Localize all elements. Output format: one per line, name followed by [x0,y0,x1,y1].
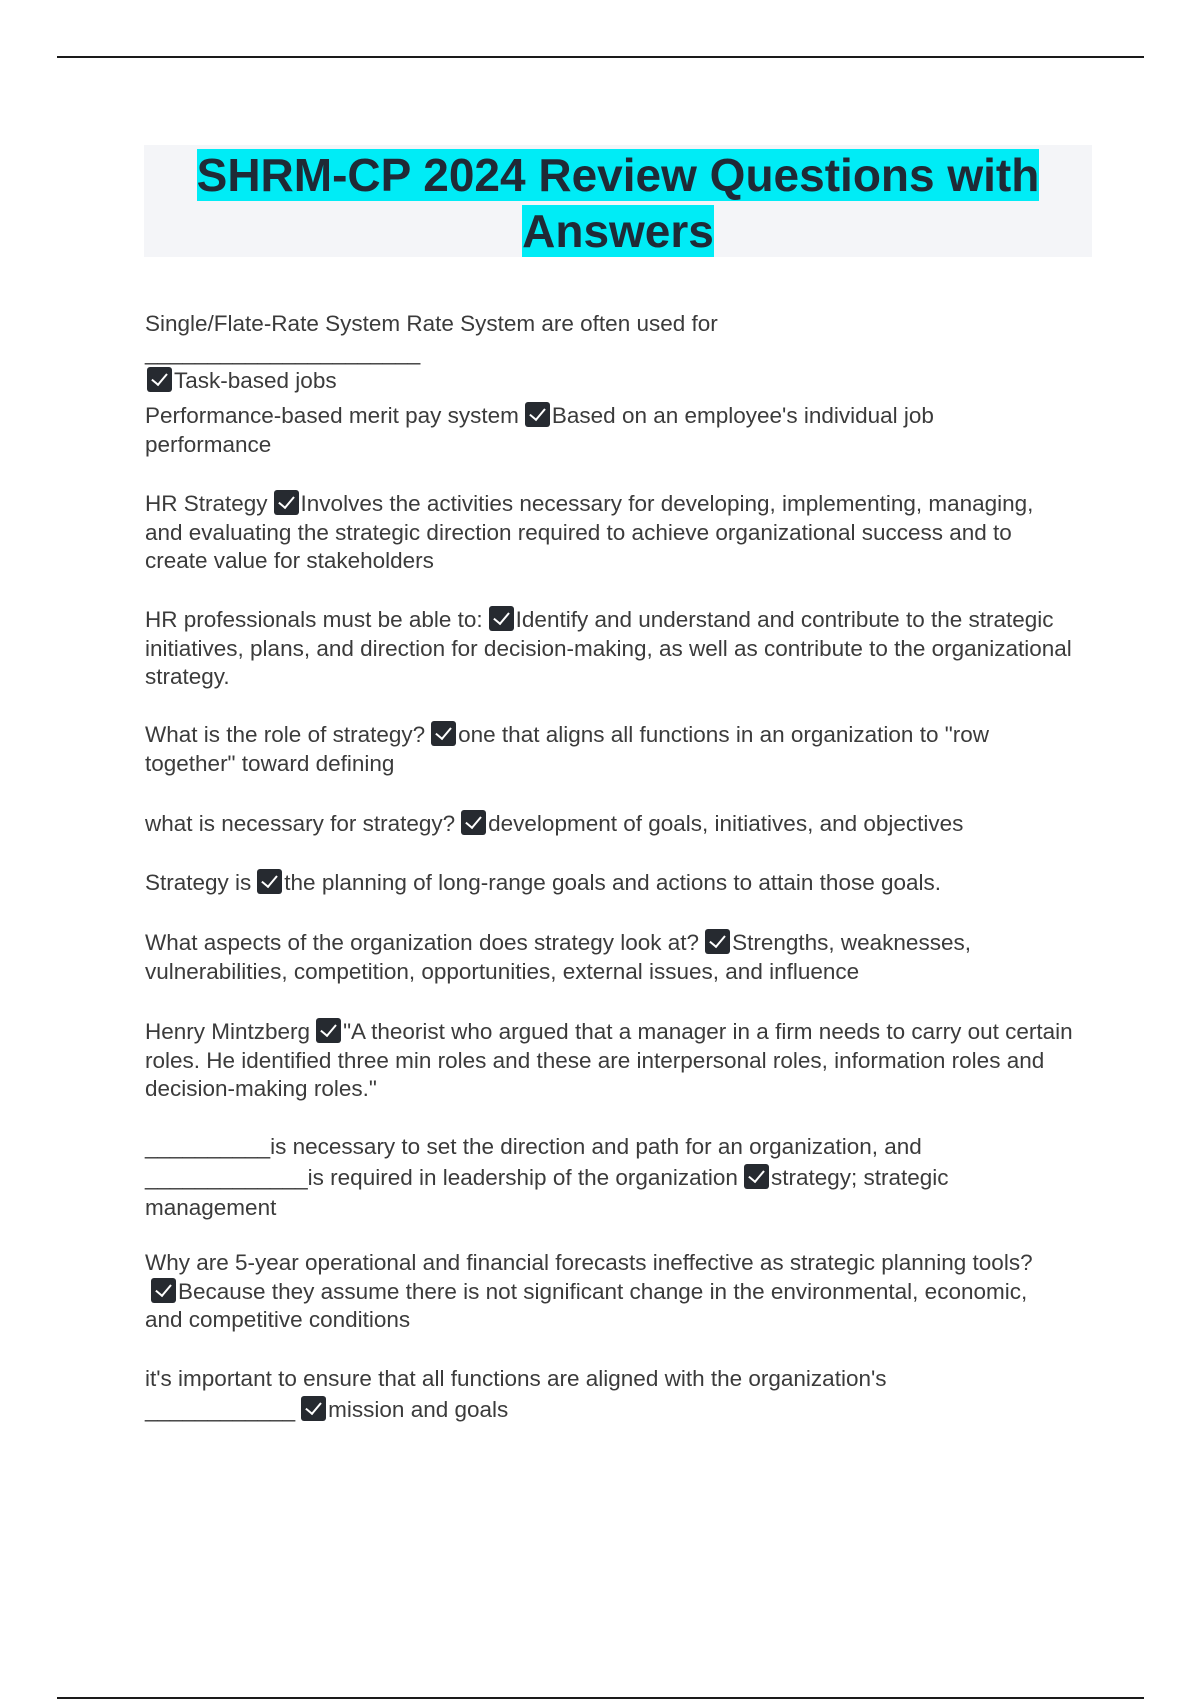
checkmark-icon [744,1164,769,1189]
qa-item [145,606,1095,692]
checkmark-icon [461,810,486,835]
bottom-rule [57,1697,1144,1699]
answer-text: Involves the activities necessary for developing, implementing, managing, and evaluating the strategic direction required to achieve organizational success and to create value for stakeholders [145,491,1034,573]
checkmark-icon [525,402,550,427]
answer-text: "A theorist who argued that a manager in a firm needs to carry out certain roles. He identified three min roles and these are interpersonal roles, information roles and decision-making roles." [145,1019,1073,1101]
qa-item [145,810,1095,839]
top-rule [57,56,1144,58]
answer-text: mission and goals [328,1396,509,1422]
question-text: Single/Flate-Rate System Rate System are often used for ______________________ [145,311,718,365]
question-text: __________is necessary to set the direction and path for an organization, and _____________is required in leadership of the organization [145,1134,922,1190]
question-text: What aspects of the organization does strategy look at? [145,930,700,955]
qa-item [145,402,1005,459]
checkmark-icon [274,490,299,515]
answer-text: Task-based jobs [174,368,337,393]
qa-item [145,721,1075,778]
question-text: HR Strategy [145,491,268,516]
qa-item [145,1364,1015,1425]
question-text: Henry Mintzberg [145,1019,311,1044]
answer-text: Strengths, weaknesses, vulnerabilities, competition, opportunities, external issues, and influence [145,930,971,984]
qa-item [145,1132,1015,1224]
question-text: What is the role of strategy? [145,722,426,747]
answer-text: development of goals, initiatives, and objectives [488,811,964,836]
qa-item [145,869,1095,898]
answer-text: strategy; strategic management [145,1164,949,1220]
checkmark-icon [147,367,172,392]
answer-text: the planning of long-range goals and actions to attain those goals. [284,870,942,895]
title-banner [144,145,1092,257]
question-text: Performance-based merit pay system [145,403,519,428]
qa-item [145,310,995,396]
question-text: Strategy is [145,870,252,895]
qa-item [145,490,1075,576]
checkmark-icon [705,929,730,954]
question-text: Why are 5-year operational and financial forecasts ineffective as strategic planning tools? [145,1250,1033,1275]
document-title: SHRM-CP 2024 Review Questions with Answers [196,149,1040,257]
checkmark-icon [301,1396,326,1421]
answer-text: Identify and understand and contribute to the strategic initiatives, plans, and direction for decision-making, as well as contribute to the organizational strategy. [145,607,1072,689]
qa-item [145,929,1075,986]
checkmark-icon [257,869,282,894]
checkmark-icon [151,1278,176,1303]
qa-item [145,1249,1065,1335]
question-text: it's important to ensure that all functions are aligned with the organization's ____________ [145,1366,887,1422]
checkmark-icon [316,1018,341,1043]
answer-text: one that aligns all functions in an organization to "row together" toward defining [145,722,989,776]
question-text: what is necessary for strategy? [145,811,456,836]
qa-item [145,1018,1095,1104]
answer-text: Based on an employee's individual job performance [145,403,934,457]
answer-text: Because they assume there is not significant change in the environmental, economic, and competitive conditions [145,1278,1028,1332]
question-text: HR professionals must be able to: [145,607,483,632]
checkmark-icon [489,606,514,631]
checkmark-icon [431,721,456,746]
